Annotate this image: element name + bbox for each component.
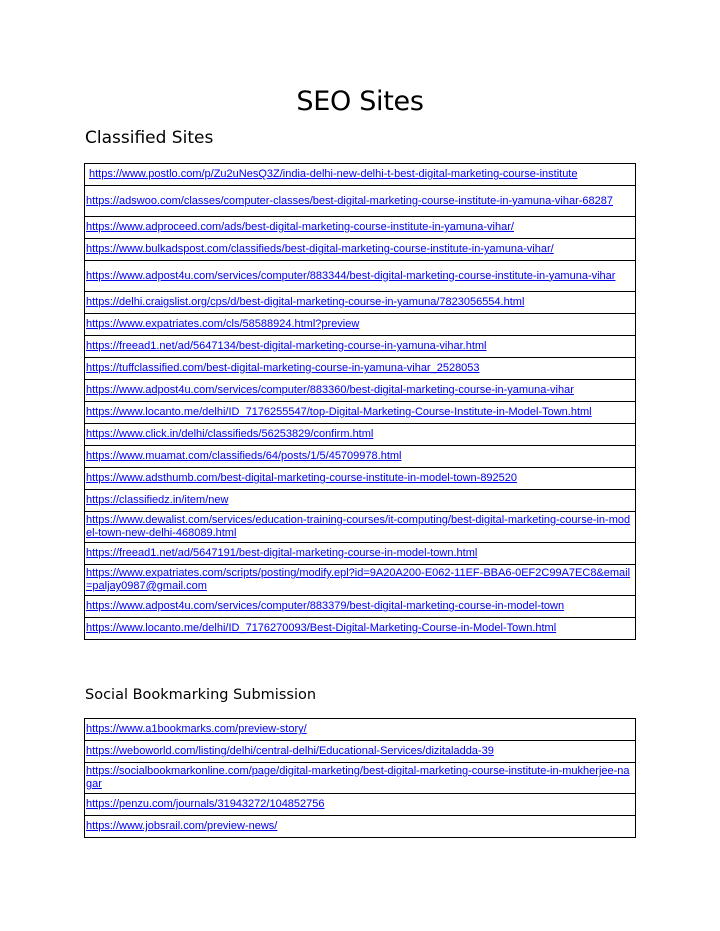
table-row bbox=[85, 336, 636, 358]
table-cell bbox=[85, 719, 636, 741]
classified-sites-heading: Classified Sites bbox=[85, 128, 214, 148]
table-row bbox=[85, 314, 636, 336]
social-bookmarking-table bbox=[84, 718, 636, 838]
table-row bbox=[85, 217, 636, 239]
table-cell bbox=[85, 565, 636, 596]
bookmark-link[interactable]: https://socialbookmarkonline.com/page/digital-marketing/best-digital-marketing-course-institute-in-mukherjee-nagar bbox=[86, 765, 630, 790]
table-row bbox=[85, 292, 636, 314]
table-row bbox=[85, 446, 636, 468]
classified-link[interactable]: https://www.adpost4u.com/services/computer/883344/best-digital-marketing-course-institute-in-yamuna-vihar bbox=[86, 269, 616, 282]
classified-link[interactable]: https://www.expatriates.com/scripts/posting/modify.epl?id=9A20A200-E062-11EF-BBA6-0EF2C99A7EC8&email=paljay0987@gmail.com bbox=[86, 567, 631, 592]
table-cell bbox=[85, 596, 636, 618]
table-row bbox=[85, 261, 636, 292]
classified-link[interactable]: https://freead1.net/ad/5647191/best-digital-marketing-course-in-model-town.html bbox=[86, 547, 478, 559]
table-cell bbox=[85, 380, 636, 402]
table-row bbox=[85, 816, 636, 838]
classified-link[interactable]: https://www.adpost4u.com/services/computer/883379/best-digital-marketing-course-in-model-town bbox=[86, 600, 565, 612]
table-cell bbox=[85, 358, 636, 380]
table-row bbox=[85, 719, 636, 741]
table-cell bbox=[85, 741, 636, 763]
classified-link[interactable]: https://freead1.net/ad/5647134/best-digital-marketing-course-in-yamuna-vihar.html bbox=[86, 340, 487, 352]
table-cell bbox=[85, 543, 636, 565]
table-cell bbox=[85, 618, 636, 640]
table-row bbox=[85, 490, 636, 512]
classified-link[interactable]: https://www.click.in/delhi/classifieds/56253829/confirm.html bbox=[86, 428, 374, 440]
table-cell bbox=[85, 816, 636, 838]
classified-sites-table bbox=[84, 163, 636, 640]
classified-link[interactable]: https://www.dewalist.com/services/education-training-courses/it-computing/best-digital-marketing-course-in-model-town-new-delhi-468089.html bbox=[86, 514, 631, 539]
table-row bbox=[85, 186, 636, 217]
classified-link[interactable]: https://delhi.craigslist.org/cps/d/best-digital-marketing-course-in-yamuna/7823056554.html bbox=[86, 296, 525, 308]
classified-link[interactable]: https://tuffclassified.com/best-digital-marketing-course-in-yamuna-vihar_2528053 bbox=[86, 362, 480, 374]
table-cell bbox=[85, 794, 636, 816]
table-row bbox=[85, 380, 636, 402]
table-cell bbox=[85, 402, 636, 424]
table-row bbox=[85, 596, 636, 618]
table-row bbox=[85, 565, 636, 596]
table-cell bbox=[85, 239, 636, 261]
table-cell bbox=[85, 314, 636, 336]
classified-link[interactable]: https://www.muamat.com/classifieds/64/posts/1/5/45709978.html bbox=[86, 450, 402, 462]
classified-link[interactable]: https://www.locanto.me/delhi/ID_7176255547/top-Digital-Marketing-Course-Institute-in-Model-Town.html bbox=[86, 406, 592, 418]
table-cell bbox=[85, 292, 636, 314]
table-row bbox=[85, 543, 636, 565]
table-cell bbox=[85, 424, 636, 446]
bookmark-link[interactable]: https://www.jobsrail.com/preview-news/ bbox=[86, 820, 278, 832]
table-cell bbox=[85, 446, 636, 468]
bookmark-link[interactable]: https://www.a1bookmarks.com/preview-story/ bbox=[86, 723, 307, 735]
table-cell bbox=[85, 512, 636, 543]
table-cell bbox=[85, 763, 636, 794]
classified-link[interactable]: https://www.adproceed.com/ads/best-digital-marketing-course-institute-in-yamuna-vihar/ bbox=[86, 221, 514, 233]
table-row bbox=[85, 402, 636, 424]
table-cell bbox=[85, 261, 636, 292]
classified-link[interactable]: https://classifiedz.in/item/new bbox=[86, 494, 229, 506]
table-cell bbox=[85, 164, 636, 186]
classified-link[interactable]: https://www.adpost4u.com/services/computer/883360/best-digital-marketing-course-in-yamuna-vihar bbox=[86, 384, 574, 396]
table-row bbox=[85, 763, 636, 794]
bookmark-link[interactable]: https://penzu.com/journals/31943272/104852756 bbox=[86, 798, 325, 810]
classified-link[interactable]: https://www.expatriates.com/cls/58588924.html?preview bbox=[86, 318, 360, 330]
classified-link[interactable]: https://adswoo.com/classes/computer-classes/best-digital-marketing-course-institute-in-yamuna-vihar-68287 bbox=[86, 194, 613, 207]
classified-link[interactable]: https://www.adsthumb.com/best-digital-marketing-course-institute-in-model-town-892520 bbox=[86, 472, 518, 484]
table-row bbox=[85, 468, 636, 490]
bookmark-link[interactable]: https://weboworld.com/listing/delhi/central-delhi/Educational-Services/dizitaladda-39 bbox=[86, 745, 494, 757]
table-cell bbox=[85, 217, 636, 239]
table-row bbox=[85, 618, 636, 640]
table-row bbox=[85, 741, 636, 763]
table-cell bbox=[85, 490, 636, 512]
page-title: SEO Sites bbox=[296, 86, 424, 117]
table-row bbox=[85, 164, 636, 186]
classified-link[interactable]: https://www.locanto.me/delhi/ID_7176270093/Best-Digital-Marketing-Course-in-Model-Town.html bbox=[86, 622, 557, 634]
table-cell bbox=[85, 336, 636, 358]
classified-link[interactable]: https://www.postlo.com/p/Zu2uNesQ3Z/india-delhi-new-delhi-t-best-digital-marketing-course-institute bbox=[89, 168, 578, 180]
table-cell bbox=[85, 186, 636, 217]
social-bookmarking-heading: Social Bookmarking Submission bbox=[85, 687, 317, 703]
table-row bbox=[85, 512, 636, 543]
table-row bbox=[85, 424, 636, 446]
table-row bbox=[85, 358, 636, 380]
table-row bbox=[85, 239, 636, 261]
classified-link[interactable]: https://www.bulkadspost.com/classifieds/best-digital-marketing-course-institute-in-yamuna-vihar/ bbox=[86, 243, 554, 255]
table-row bbox=[85, 794, 636, 816]
table-cell bbox=[85, 468, 636, 490]
